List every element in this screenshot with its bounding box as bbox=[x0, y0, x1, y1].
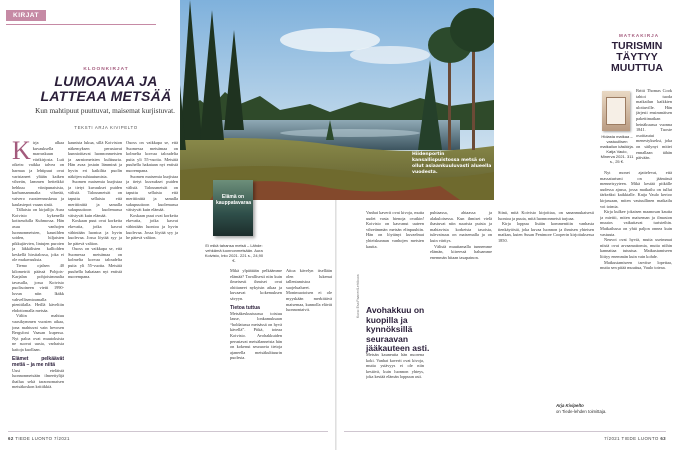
paragraph: Suomen maisemia kurjistaa ja tietyt kuvaukset puiden välisiä. Talousmetsät on taputtu sellaista että meritiinittä ja samalla sukupuuttoon kuolemassa väistyvät kuin elämää. bbox=[126, 173, 178, 213]
paragraph: kaunista lukua, sillä Koiviston näkemyksen perustavat kunnioittavat luonnonmetsien ja aarniometsien kulttuuria. Hän avaa jostain lämminä ja hyvin eri kaikiltta puolin näköjen suhtautumista. bbox=[68, 140, 122, 179]
section-tag: KIRJAT bbox=[6, 10, 46, 21]
signature-role: on Tiede-lehden toimittaja. bbox=[556, 408, 607, 414]
body-column-6 bbox=[366, 210, 424, 300]
paragraph: Britti Thomas Cook tahtoi tuoda matkailun kaikkien ulottuville. Hän järjesti ensimmäisen pakettimatkan heinäkuussa vuonna 1841. Tuoste osoittautui menestykseksi, joka on säilynyt mittei ennallaan tähän päivään. bbox=[636, 88, 672, 161]
article-deck: Kun mahtipuut puuttuvat, maisemat kurjistuvat. bbox=[35, 106, 175, 115]
body-column-9 bbox=[498, 210, 594, 400]
paragraph: Ouoss on vaikkapa se, että Suomessa metsämaa on kolmelta korvaa taloudelta puita yli 55-vuotta. Metsäiä puuhella hakataan nyt entistä nuorempana. bbox=[126, 140, 178, 173]
paragraph: irja alkaa kuvauksella marraskuun värikirjosta. Luit oikein: vaikka talvea on harmaa ja lehtipuut ovat varistaneet yltään kaiken vihreän, lammen hetteikkö hehkuu viinipunaisista, karhunsammalta vihreää, vaivero ruosteenruskeaa ja kaulasiepot vaaan siniä. bbox=[12, 140, 64, 207]
sidebar-column-top bbox=[636, 88, 672, 168]
page-number-right: 63 bbox=[660, 436, 666, 441]
signature-name-text: Arja Kivipelto bbox=[556, 403, 584, 408]
paragraph: Tiemo ojalsen 40 kilometriä päässä Pohjois-Karjalan pohjoisimmalta tavasalla, jossa Koivisto puolisoineen vietti 1990-luvun niin lkäkk vahvellisentoamalla pienitilalla. Heillä käveltiin ehdottomalla metsäa. bbox=[12, 263, 64, 313]
pull-quote: Avohakkuu on kuopilla ja kynnöksillä seuraavan jääkauteen asti. bbox=[366, 305, 430, 353]
paragraph: Tällaista on kirjailija Aura Koivisto kykenellä kotiseudulla Kuhmossa. Hän asuu vanhojen luonnonmetsien, kaunilden soiden, hiljaisten pikkujärvien, lintujen puroien ja läkkälisten kalliolden keskellä hirsitalossa, joka ei ole mukavuuksia. bbox=[12, 207, 64, 263]
body-column-4 bbox=[230, 268, 282, 425]
section-rule bbox=[6, 24, 156, 25]
dropcap: K bbox=[12, 140, 31, 165]
folio-right-text: 7/2021 TIEDE LUONTO bbox=[604, 436, 659, 441]
footer-rule-left bbox=[8, 431, 328, 432]
paragraph: Ouoss on vaikkapa se, että Suomessa metsämaa on kolmelta korvaa taloudelta puita yli 55-vuotta. Metsäiä puuhella hakataan nyt entistä nuorempana. bbox=[68, 246, 122, 280]
book-cover-title: Elämä on kauppatavaraa bbox=[216, 194, 252, 206]
author-signature bbox=[556, 403, 606, 414]
body-column-5 bbox=[286, 268, 332, 425]
paragraph: Metsäkeskustuussa toistuu lause, lonkamuksaan “holdatussa metsässä on hyvä kävellä”. Pitkä, toteaa Koivisto. Avohakkuiden perustavat metsälanneista hän on kokenut seuraavia tietoja ajaneella metsäkulttuurin puolesta. bbox=[230, 310, 282, 361]
folio-right bbox=[604, 436, 666, 441]
sidebar-tag: MATKAKIRJA bbox=[618, 33, 660, 38]
article-headline bbox=[36, 74, 176, 104]
body-column-2 bbox=[68, 140, 122, 425]
page-number-left: 62 bbox=[8, 436, 14, 441]
folio-left bbox=[8, 436, 70, 441]
book-caption: Ei mikä tahansa metsä – Lähde: vehkämä luonnonmetsään. Aura Koivisto, Into 2021. 221 s., 24,90 €. bbox=[204, 243, 264, 263]
paragraph: puhtaassa, ahtaassa ja alakuloisessa. Kun ihmiset vielä ihastuvat niin suurista puista ja mahtavista korkeista tasoista, tulevaisuus on maisemalla ja on kuin väritys. bbox=[430, 210, 492, 243]
footer-rule-right bbox=[344, 431, 666, 432]
paragraph: Kirja kulkee jokaisen maanosan kautta ja miettii, miten maiseman ja ilmaston muutos vaikuttavat turisteihin. Matkailussa on yhtä paljon onnea kuin vastuuta. bbox=[600, 209, 672, 237]
paragraph: Nyt monet ajattelevat, että massaturismi on jäämässä menneisyyteen. Mikä kestää pitkälle uudessa ajassa, jossa matkailu on tullut tärkeäksi kaikkialle. Katja Vaulo kertoo kirjassaan, miten vastuullinen matkailu voi toimia. bbox=[600, 170, 672, 209]
subheading: Tietoa tuttua bbox=[230, 304, 260, 311]
photo-credit: Kuva: Esa Paanen/Lehtikuva bbox=[356, 274, 360, 318]
paragraph: Koskaan puut ovat korkeita ekevatia, jotka kasvat vähintään luontoa ja hyvin kuolevaa. Jossa löytää syy ja he pätevä valtion. bbox=[68, 218, 122, 246]
body-column-8 bbox=[430, 210, 492, 425]
paragraph: Siinä, mitä Koivisto kirjoittaa, on sananmukaisesti luontoa ja puuta, mitä luonnonmetsä tarjoaa. bbox=[498, 210, 594, 221]
body-column-7 bbox=[366, 352, 424, 425]
headline-line-1: LUMOAVAA JA bbox=[54, 73, 158, 89]
paragraph: Uusi eteläistä luonnonmetsään ilmeettylijä ihailua sekä taraonomaisen metsäkoskon kritiikkiä. bbox=[12, 367, 64, 390]
headline-line-2: LATTEAA METSÄÄ bbox=[40, 88, 172, 104]
paragraph: Aitoa kävelyn itsellään olen lukenut tallentamistoa suojelualueet. Monimuotoisen ei ole myyskään merkittävä maisemaa, kunnolla elävät luonnontaivit. bbox=[286, 268, 332, 313]
paragraph: Kirja loppuu lisään kommenttiin vanhasta tienkäytöstä, joka kuvaa luonnon ja ihmisen yhteisen matkan, kuten Susan Fenimore Cooperin kirjoituksessa 1850. bbox=[498, 221, 594, 243]
paragraph: Väliin mahtuu vaasikymmen vuosien aikaa, jona mahtuvat vain hevosen Bergsfoni Vaasan kupessa. Nyt paloa ovat muutoksista ne suovat uusia, varhaisia kaitoja kuollaan. bbox=[12, 313, 64, 352]
body-column-1 bbox=[12, 140, 64, 425]
paragraph: Matkustamiseen tarvitse lopettaa, mutta sen pitää muuttua, Vaulo toteaa. bbox=[600, 259, 672, 271]
paragraph: Metsän kauneutta hän nuorena koki. Vanhat kaverit ovat kivoja, mutta ystävyys ei ole niin kestävä, kuin luonnon yhteys, joka kestää elämän loppuun asti. bbox=[366, 352, 424, 380]
paragraph: Välistä muuttamalla tunnemme elämän, kiireessä haluamme enemmän hitaan tasapainon. bbox=[430, 243, 492, 260]
sidebar-column-main bbox=[600, 170, 672, 425]
paragraph: Mikä ylpäätään pelkäämme elämää? Tavallisesti niin kuin ilmeisesti ihmiset ovat ohittaneet nykyisin aikaa ja kuvaavat kokemuksen sävyyn. bbox=[230, 268, 282, 301]
paragraph: Vanhat kaverit ovat kivoja, mutta uudet vasta hienoja ovatkin! Koivisto on kasvanut uuteen vihreämmän metsän elinpuuhiin. Hän on löytänyt kuvaelmat yhteiskunnan vanhojen metsien kautta. bbox=[366, 210, 424, 249]
sidebar-book-caption: Hidasta matkaa – vastuullisen matkailun käsikirja. Katja Vaulo, Minerva 2021. 311 s., 25 €. bbox=[600, 134, 634, 164]
sidebar-book-cover-art bbox=[606, 97, 626, 125]
book-cover bbox=[213, 180, 253, 236]
folio-left-text: TIEDE LUONTO 7/2021 bbox=[15, 436, 70, 441]
paragraph: Koskaan puut ovat korkeita ekevatia, jotka kasvat vähintään luontoa ja hyvin kuolevaa. Jossa löytää syy ja he pätevä valtion. bbox=[126, 212, 178, 241]
sidebar-headline: TURISMIN TÄYTYY MUUTTUA bbox=[611, 40, 663, 74]
subheading: Elämet pelkäävät metiä – ja me niitä bbox=[12, 355, 64, 368]
article-byline: TEKSTI ARJA KIVIPELTO bbox=[74, 125, 138, 130]
body-column-3 bbox=[126, 140, 178, 425]
sidebar-book-cover bbox=[602, 91, 630, 131]
paragraph: Suomen maisemia kurjistaa ja tietyt kuvaukset puiden välisiä. Talousmetsät on taputtu sellaista että meritiinittä ja samalla sukupuuttoon kuolemassa väistyvät kuin elämää. bbox=[68, 179, 122, 218]
article-kicker: KLOONKIRJAT bbox=[83, 67, 129, 72]
photo-caption: Hiidenportin kansallispuistossa metsä on ollut asiaankuuluvasti alueella vuodesta. bbox=[412, 152, 492, 175]
paragraph: Neuvot ovat hyviä, mutta useimmat niistä ovat arvaamattomia, mutta niihin kannattaa tutustua. Matkustamiseen liittyy enemmän kuin vain kohde. bbox=[600, 237, 672, 259]
